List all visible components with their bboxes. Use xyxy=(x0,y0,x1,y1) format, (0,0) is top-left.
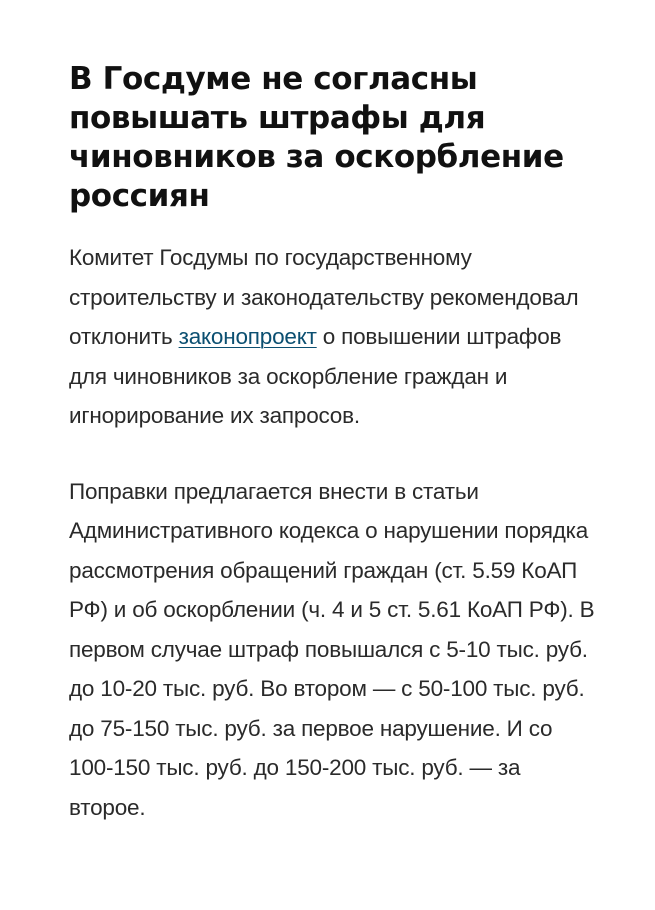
paragraph-1-text-after-link: о повышении штрафов для чиновников за оскорбление граждан и игнорирование их запросов. xyxy=(69,324,562,428)
bill-link[interactable]: законопроект xyxy=(178,324,317,349)
article xyxy=(69,60,599,827)
article-headline: В Госдуме не согласны повышать штрафы для чиновников за оскорбление россиян xyxy=(69,61,564,214)
paragraph-1-text-before-link: Комитет Госдумы по государственному строительству и законодательству рекомендовал отклонить xyxy=(69,245,579,349)
article-paragraph-1 xyxy=(69,238,599,436)
article-paragraph-2: Поправки предлагается внести в статьи Административного кодекса о нарушении порядка рассмотрения обращений граждан (ст. 5.59 КоАП РФ) и об оскорблении (ч. 4 и 5 ст. 5.61 КоАП РФ). В первом случае штраф повышался с 5-10 тыс. руб. до 10-20 тыс. руб. Во втором — с 50-100 тыс. руб. до 75-150 тыс. руб. за первое нарушение. И со 100-150 тыс. руб. до 150-200 тыс. руб. — за второе. xyxy=(69,478,595,820)
